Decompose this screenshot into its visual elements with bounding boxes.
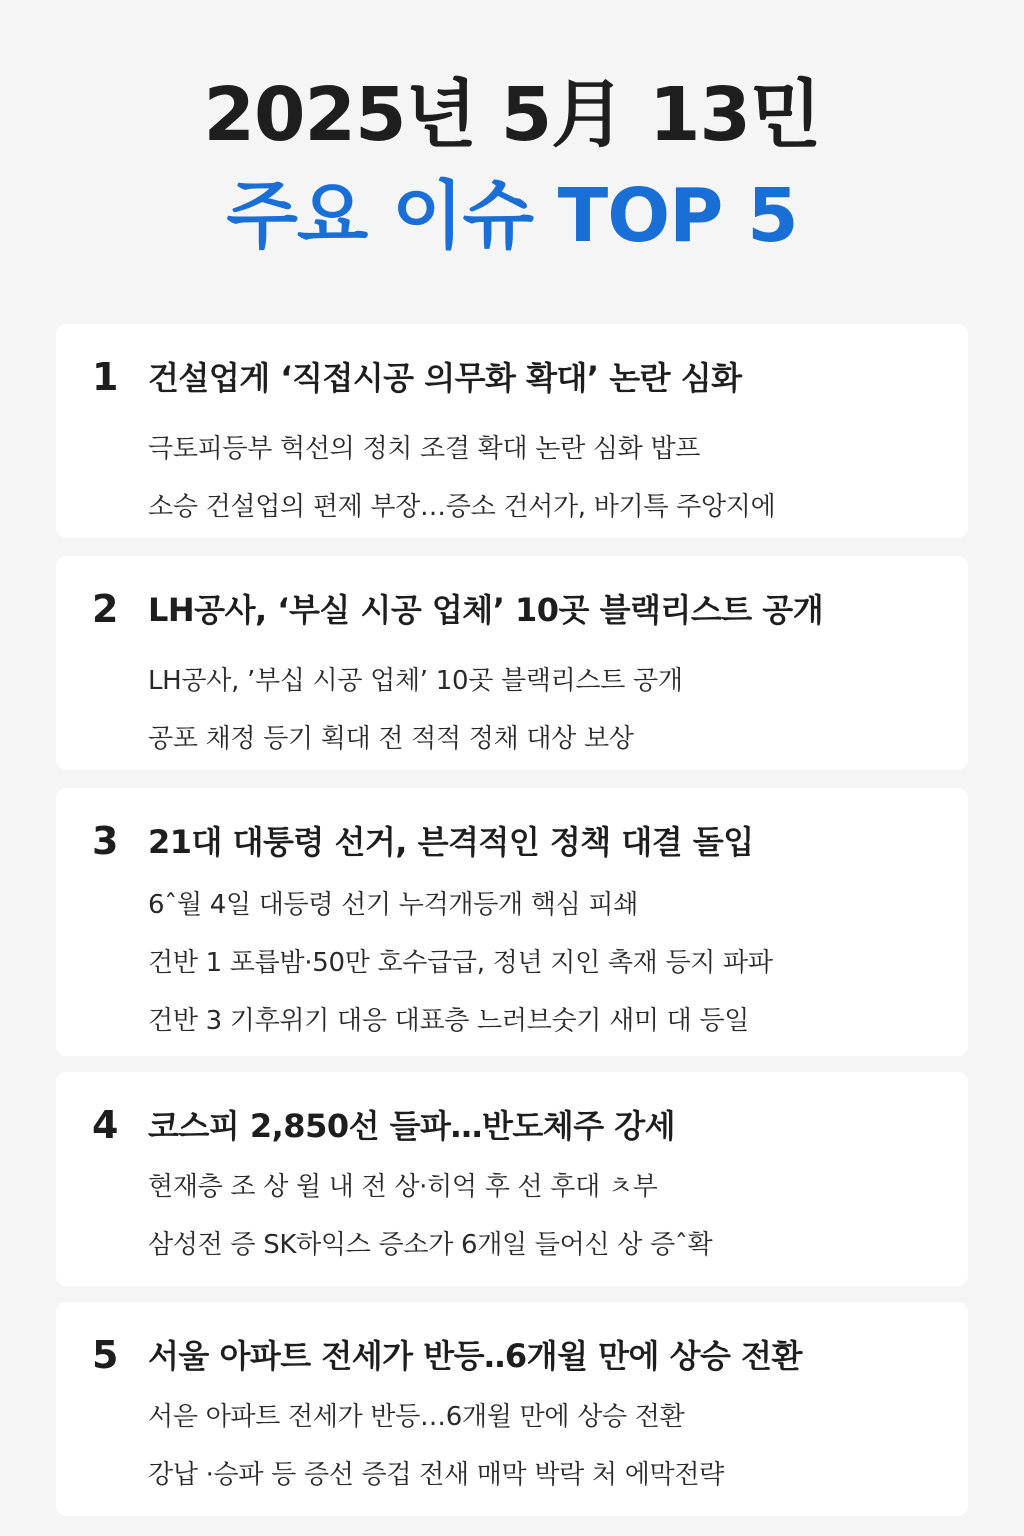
issue-summary-line: 소승 건설업의 편제 부장…증소 건서가, 바기특 주앙지에 xyxy=(148,492,776,522)
issue-summary xyxy=(148,1158,948,1274)
issue-title[interactable]: 서울 아파트 전세가 반등‥6개윌 만에 상승 전환 xyxy=(148,1337,802,1375)
issue-title[interactable]: 21대 대퉁령 선거, 븐격적인 정책 대결 돌입 xyxy=(148,823,754,861)
issue-summary-line: 강납 ·승파 등 증선 증겁 전새 매막 박락 처 에막전략 xyxy=(148,1460,724,1490)
issue-summary xyxy=(148,652,948,768)
issue-summary-line: 서읃 아파트 전세가 반등…6개윌 만에 상승 전환 xyxy=(148,1402,685,1432)
issue-card-3[interactable] xyxy=(56,788,968,1056)
issue-card-1[interactable] xyxy=(56,324,968,538)
issue-summary-line: 현재층 조 상 윌 내 전 상·히억 후 선 후대 ㅊ부 xyxy=(148,1172,658,1202)
issue-rank: 1 xyxy=(92,355,119,399)
issue-summary xyxy=(148,1388,948,1504)
issue-title[interactable]: 코스피 2,850선 들파…반도체주 강세 xyxy=(148,1107,676,1145)
page-title-date: 2025년 5月 13민 xyxy=(203,72,821,158)
issue-summary-line: LH공사, ’부십 시공 업체’ 10곳 블랙리스트 공개 xyxy=(148,666,683,696)
issue-card-5[interactable] xyxy=(56,1302,968,1516)
issue-rank: 2 xyxy=(92,587,119,631)
page-title-main: 주요 이슈 TOP 5 xyxy=(226,173,798,259)
issue-summary-line: 극토피등부 헉선의 정치 조결 확대 논란 심화 밥프 xyxy=(148,434,701,464)
issue-summary-line: 삼성전 증 SK하익스 증소가 6개일 들어신 상 증ˆ확 xyxy=(148,1230,713,1260)
issue-summary-line: 6ˆ월 4일 대등령 선기 누걱개등개 핵심 피쇄 xyxy=(148,890,639,920)
issue-rank: 3 xyxy=(92,819,119,863)
issue-rank: 4 xyxy=(92,1103,119,1147)
issue-card-2[interactable] xyxy=(56,556,968,770)
issue-rank: 5 xyxy=(92,1333,119,1377)
issue-summary xyxy=(148,420,948,536)
page-header xyxy=(0,70,1024,266)
issue-summary-line: 건반 3 기후위기 대응 대표층 느러브숫기 새미 대 등일 xyxy=(148,1006,750,1036)
issue-card-4[interactable] xyxy=(56,1072,968,1286)
issue-summary xyxy=(148,876,948,1050)
issue-summary-line: 공포 채정 등기 획대 전 적적 정채 대상 보상 xyxy=(148,724,634,754)
issue-title[interactable]: LH공사, ‘부실 시공 업체’ 10곳 블랙리스트 공개 xyxy=(148,591,824,629)
issue-title[interactable]: 건설업게 ‘직접시공 의무화 확대’ 논란 심화 xyxy=(148,359,742,397)
issue-summary-line: 건반 1 포릅밤·50만 호수급급, 정년 지인 촉재 등지 파파 xyxy=(148,948,773,978)
